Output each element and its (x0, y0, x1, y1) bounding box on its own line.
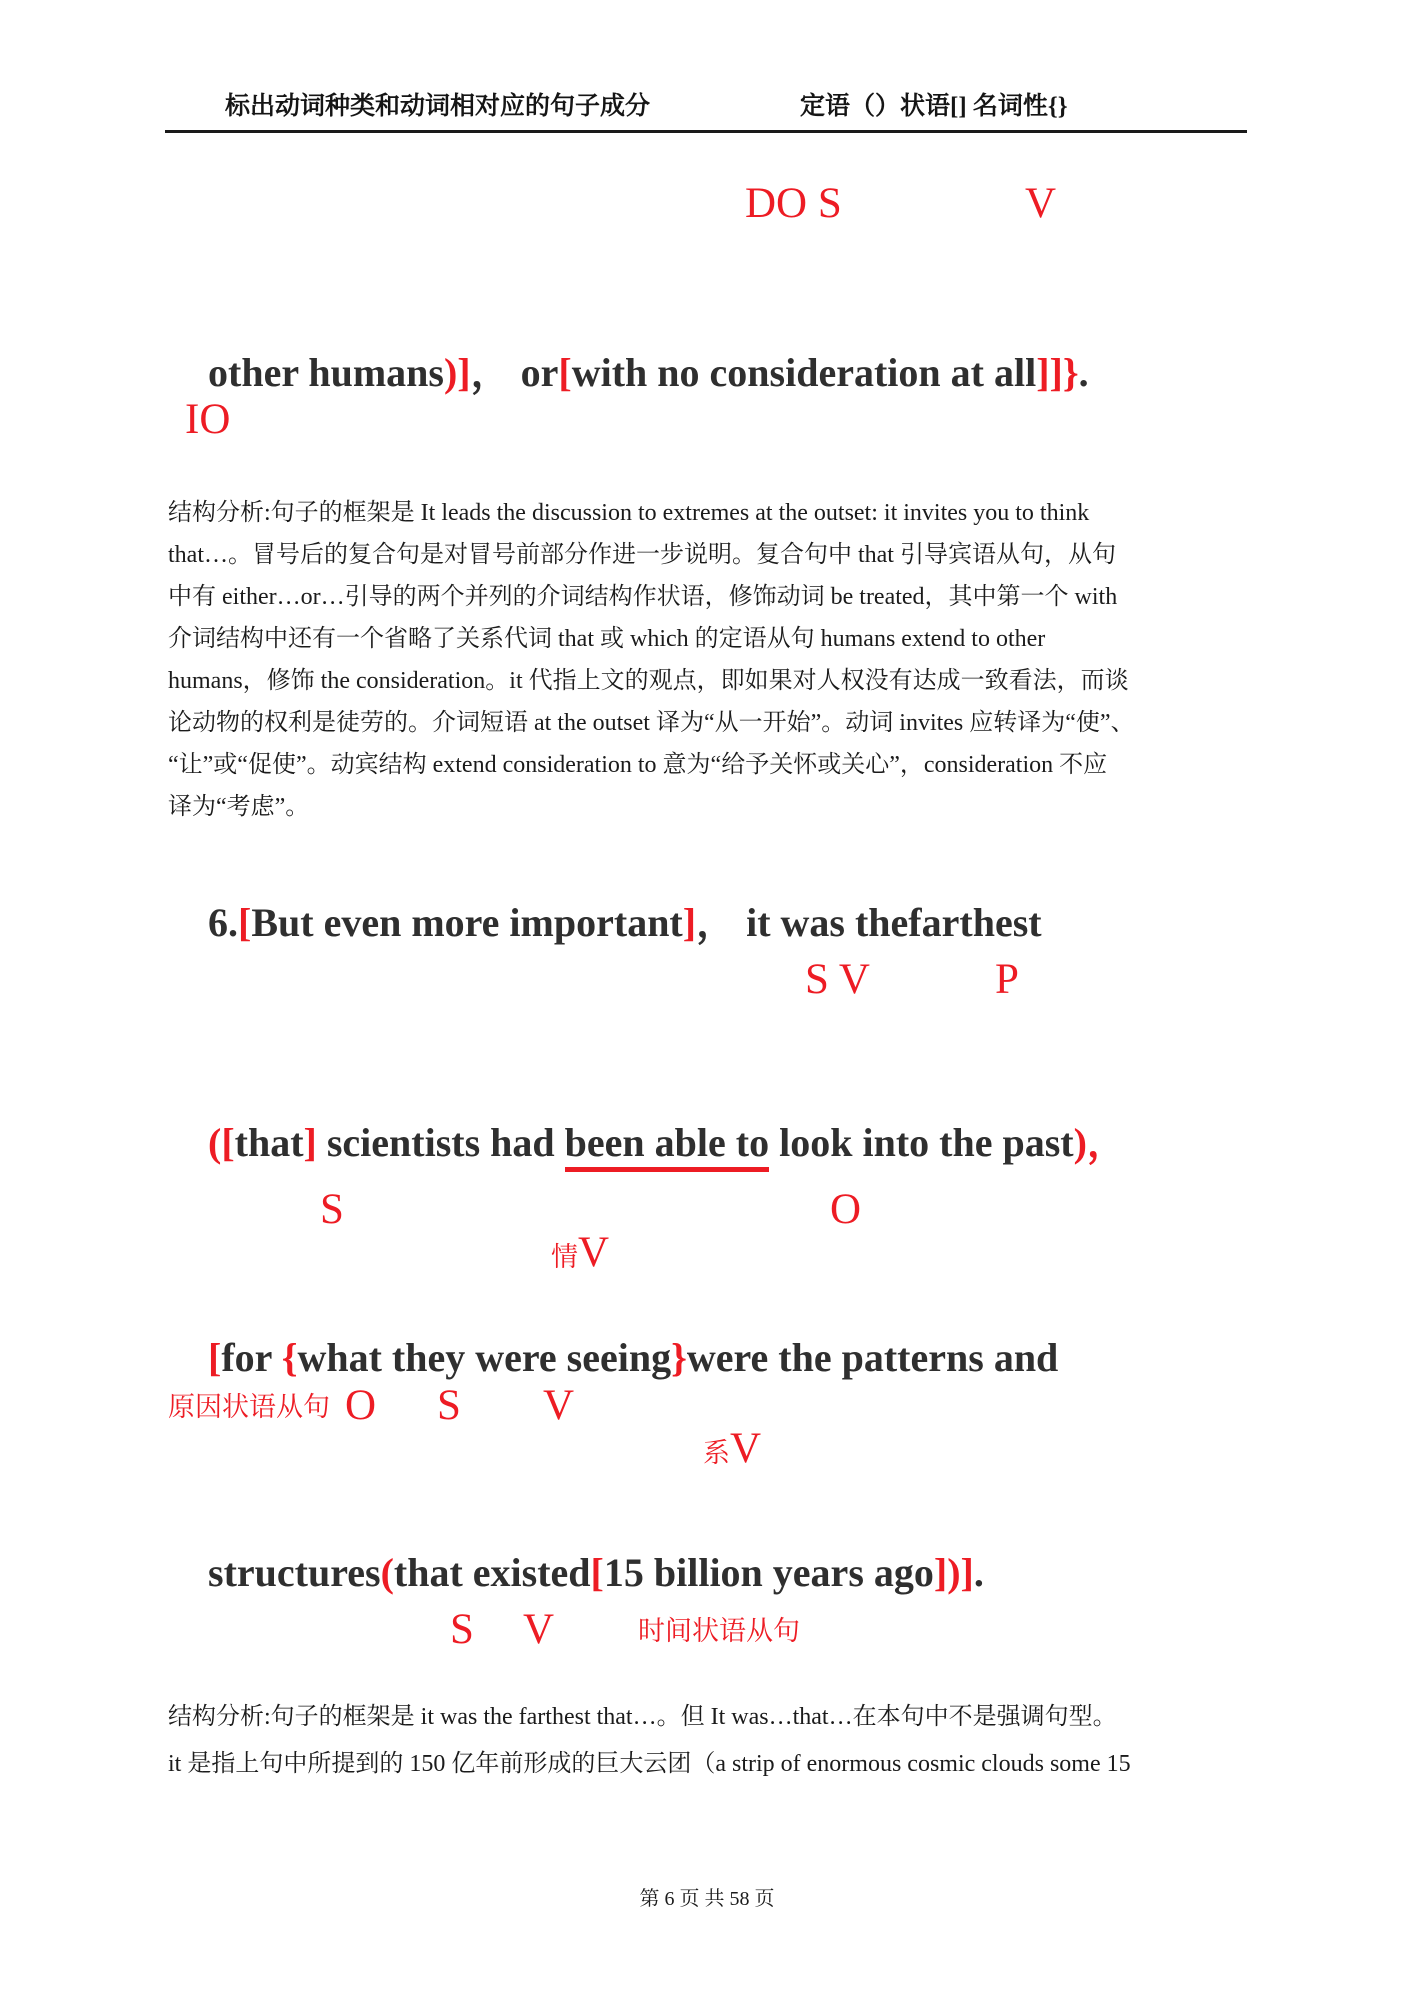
annotation-o-2: O (345, 1382, 377, 1429)
sentence-5-seg-red-1: )] (443, 350, 471, 395)
annotation-o-1: O (830, 1186, 862, 1233)
sentence-6-number: 6. (208, 900, 238, 945)
annotation-v-4: V (730, 1425, 762, 1472)
s6-l2-black-1: that (234, 1120, 304, 1165)
s6-l4-red-3: ])] (933, 1550, 974, 1595)
sentence-5-continuation (168, 298, 1089, 448)
header-legend: 定语（）状语[] 名词性{} (800, 93, 1068, 120)
analysis-5-line: 论动物的权利是徒劳的。介词短语 at the outset 译为“从一开始”。动词 invites 应转译为“使”、 (168, 710, 1135, 736)
analysis-6-line: 结构分析:句子的框架是 it was the farthest that…。但 It was…that…在本句中不是强调句型。 (168, 1704, 1117, 1730)
s6-l3-red-3: } (671, 1335, 687, 1380)
s6-l4-red-2: [ (590, 1550, 604, 1595)
analysis-6-line: it 是指上句中所提到的 150 亿年前形成的巨大云团（a strip of enormous cosmic clouds some 15 (168, 1751, 1131, 1777)
analysis-5-line: that…。冒号后的复合句是对冒号前部分作进一步说明。复合句中 that 引导宾语从句，从句 (168, 542, 1116, 568)
s6-l3-red-1: [ (208, 1335, 222, 1380)
annotation-s-3: S (437, 1382, 461, 1429)
analysis-5-line: humans，修饰 the consideration。it 代指上文的观点，即如果对人权没有达成一致看法，而谈 (168, 668, 1129, 694)
s6-l2-black-2: scientists had (316, 1120, 565, 1165)
header-title: 标出动词种类和动词相对应的句子成分 (225, 93, 651, 120)
sentence-5-seg-black-4: . (1078, 350, 1089, 395)
s6-l3-black-3: were the patterns and (686, 1335, 1059, 1380)
annotation-s-v: S V (805, 956, 870, 1003)
annotation-v: V (1025, 180, 1057, 227)
s6-l2-black-3: look into the past (769, 1120, 1074, 1165)
annotation-do-s: DO S (745, 180, 842, 227)
annotation-time-clause: 时间状语从句 (638, 1616, 800, 1646)
sentence-6-heading-black-1: But even more important (251, 900, 683, 945)
annotation-s-2: S (320, 1186, 344, 1233)
s6-l2-red-3: )， (1073, 1120, 1127, 1165)
analysis-5-line: “让”或“促使”。动宾结构 extend consideration to 意为“给予关怀或关心”，consideration 不应 (168, 752, 1108, 778)
sentence-5-seg-red-2: [ (558, 350, 572, 395)
s6-l4-red-1: ( (380, 1550, 394, 1595)
analysis-5-line: 结构分析:句子的框架是 It leads the discussion to extremes at the outset: it invites you to think (168, 500, 1090, 526)
s6-l2-underlined-phrase: been able to (565, 1120, 769, 1172)
sentence-6-heading-black-2: ， it was thefarthest (696, 900, 1042, 945)
s6-l4-black-4: . (973, 1550, 984, 1595)
header-rule (165, 130, 1247, 133)
s6-l2-red-2: ] (303, 1120, 317, 1165)
s6-l4-black-1: structures (208, 1550, 381, 1595)
analysis-5-line: 中有 either…or…引导的两个并列的介词结构作状语，修饰动词 be treated，其中第一个 with (168, 584, 1118, 610)
annotation-qing-label: 情 (551, 1242, 578, 1272)
annotation-xi-label: 系 (703, 1438, 730, 1468)
s6-l3-black-2: what they were seeing (297, 1335, 672, 1380)
annotation-cause-clause: 原因状语从句 (168, 1392, 330, 1422)
s6-l2-red-1: ([ (208, 1120, 235, 1165)
s6-l4-black-2: that existed (393, 1550, 591, 1595)
s6-l4-black-3: 15 billion years ago (603, 1550, 934, 1595)
sentence-6-line-2 (168, 1068, 1127, 1218)
annotation-v-3: V (543, 1382, 575, 1429)
s6-l3-red-2: { (281, 1335, 298, 1380)
analysis-5-line: 介词结构中还有一个省略了关系代词 that 或 which 的定语从句 humans extend to other (168, 626, 1046, 652)
sentence-5-seg-black-1: other humans (208, 350, 444, 395)
sentence-6-line-4 (168, 1498, 984, 1648)
s6-l3-black-1: for (221, 1335, 282, 1380)
analysis-5-line: 译为“考虑”。 (168, 794, 310, 820)
annotation-p: P (995, 956, 1019, 1003)
page-number: 第 6 页 共 58 页 (639, 1888, 775, 1910)
sentence-5-seg-black-3: with no consideration at all (571, 350, 1037, 395)
annotation-xi-v (660, 1384, 761, 1513)
sentence-6-heading (168, 848, 1042, 998)
analysis-6-paragraph (168, 1694, 1253, 1788)
sentence-5-seg-red-3: ]]} (1036, 350, 1079, 395)
sentence-6-heading-red-1: [ (238, 900, 252, 945)
analysis-5-paragraph (168, 492, 1253, 828)
annotation-io: IO (185, 396, 231, 443)
annotation-v-2: V (578, 1229, 610, 1276)
annotation-s-4: S (450, 1606, 474, 1653)
sentence-5-seg-black-2: ， or (470, 350, 559, 395)
sentence-6-heading-red-2: ] (682, 900, 697, 945)
annotation-v-5: V (523, 1606, 555, 1653)
